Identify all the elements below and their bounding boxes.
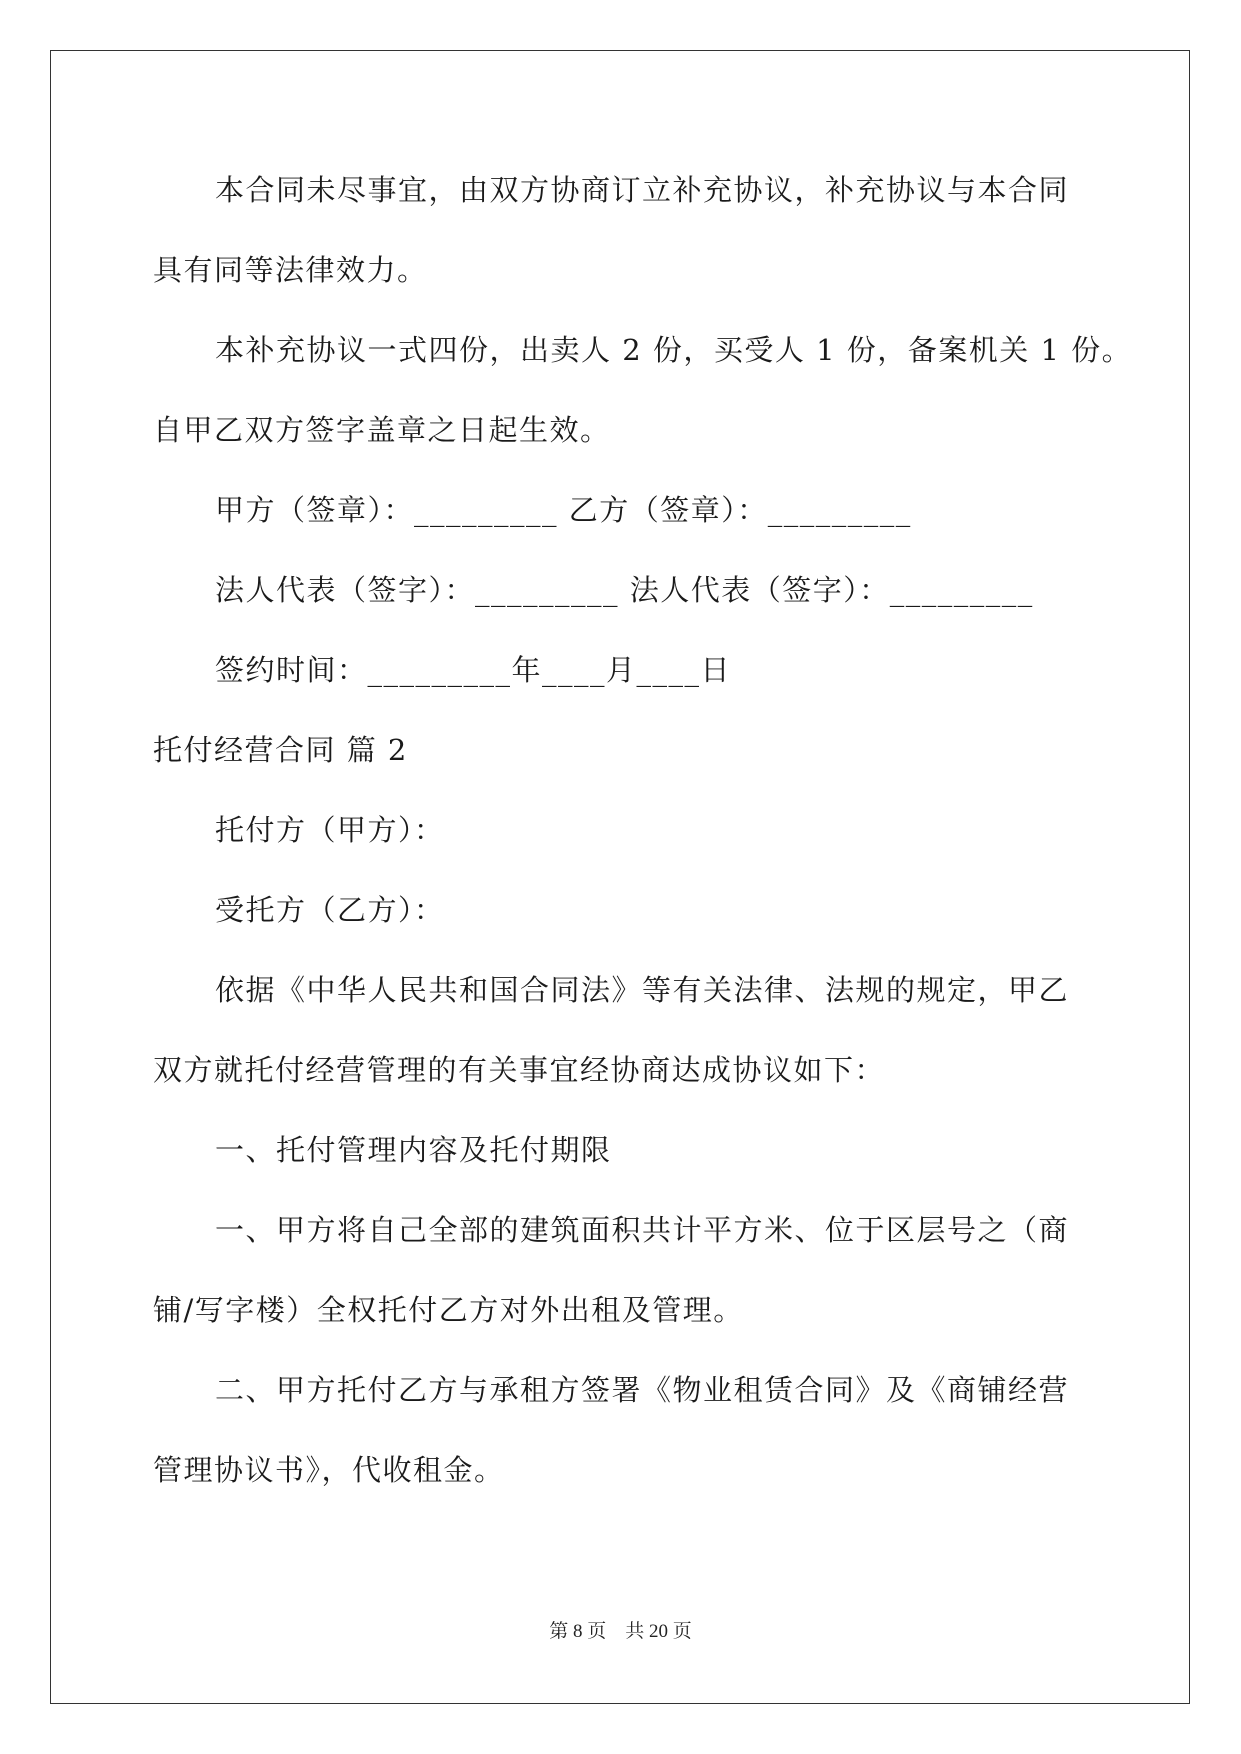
paragraph-line: 二、甲方托付乙方与承租方签署《物业租赁合同》及《商铺经营 — [215, 1373, 1070, 1407]
paragraph-line: 一、甲方将自己全部的建筑面积共计平方米、位于区层号之（商 — [215, 1213, 1070, 1247]
page-number-footer: 第 8 页 共 20 页 — [549, 1621, 692, 1642]
paragraph-line: 铺/写字楼）全权托付乙方对外出租及管理。 — [153, 1293, 744, 1327]
paragraph-line: 依据《中华人民共和国合同法》等有关法律、法规的规定，甲乙 — [215, 973, 1070, 1007]
paragraph-line: 托付方（甲方）： — [215, 813, 445, 847]
section-heading: 托付经营合同 篇 2 — [153, 733, 408, 767]
clause-heading: 一、托付管理内容及托付期限 — [215, 1133, 612, 1167]
paragraph-line: 本补充协议一式四份，出卖人 2 份，买受人 1 份，备案机关 1 份。 — [215, 333, 1133, 367]
paragraph-line: 本合同未尽事宜，由双方协商订立补充协议，补充协议与本合同 — [215, 173, 1070, 207]
signature-line-party: 甲方（签章）：_________ 乙方（签章）：_________ — [215, 493, 912, 527]
paragraph-line: 双方就托付经营管理的有关事宜经协商达成协议如下： — [153, 1053, 886, 1087]
paragraph-line: 受托方（乙方）： — [215, 893, 445, 927]
paragraph-line: 管理协议书》，代收租金。 — [153, 1453, 505, 1487]
signing-date-line: 签约时间：_________年____月____日 — [215, 653, 732, 687]
signature-line-representative: 法人代表（签字）：_________ 法人代表（签字）：_________ — [215, 573, 1034, 607]
paragraph-line: 具有同等法律效力。 — [153, 253, 428, 287]
paragraph-line: 自甲乙双方签字盖章之日起生效。 — [153, 413, 611, 447]
